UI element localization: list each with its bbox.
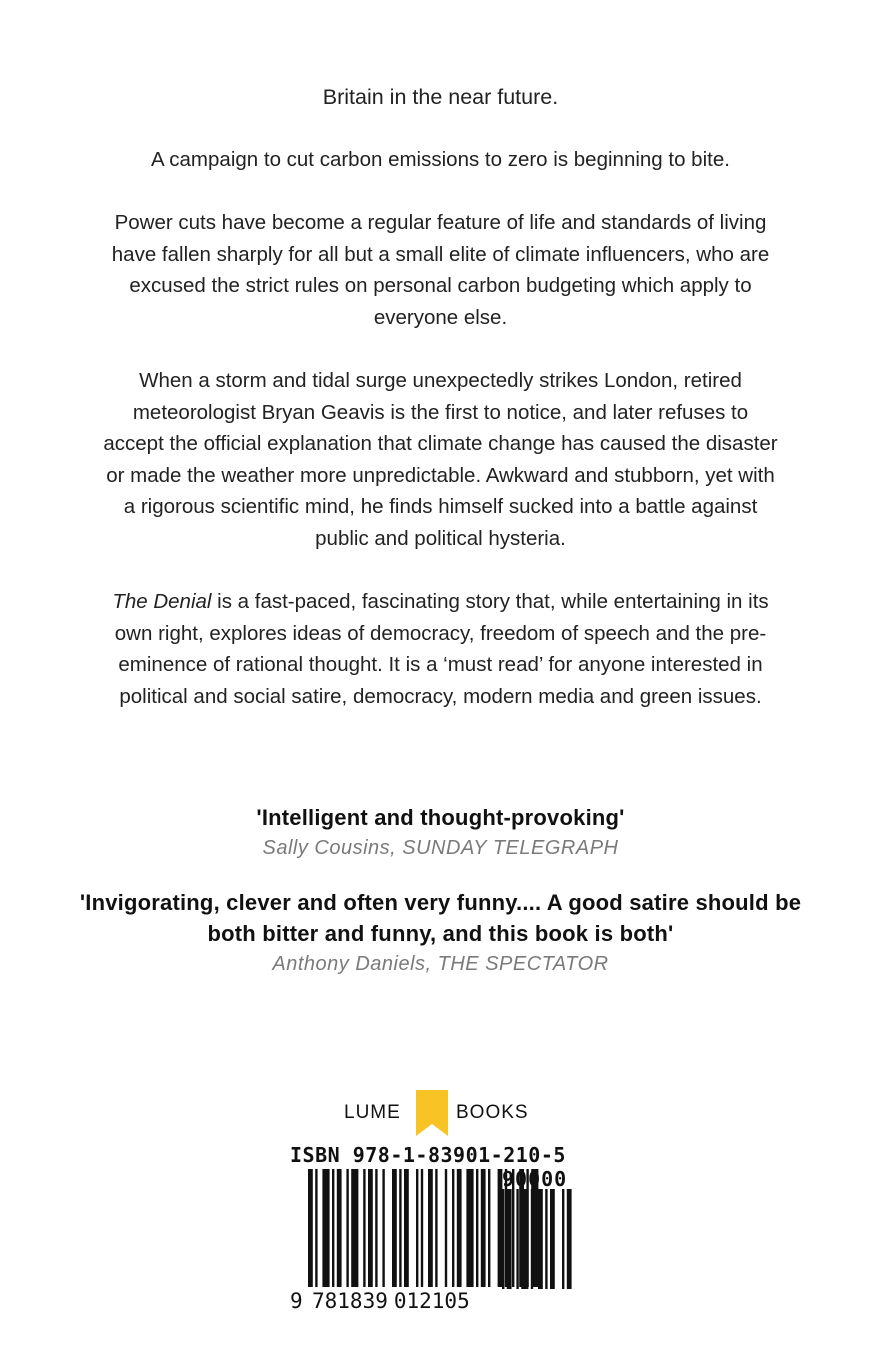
logo-word-lume: LUME <box>344 1102 401 1123</box>
ean-group-1: 781839 <box>312 1289 388 1313</box>
blurb-p5 <box>100 586 781 712</box>
addon-bar <box>507 1189 512 1289</box>
addon-bar <box>516 1189 518 1289</box>
bookmark-icon <box>416 1090 448 1136</box>
barcode-bar <box>452 1169 454 1287</box>
barcode-bar <box>332 1169 334 1287</box>
barcode-bar <box>421 1169 423 1287</box>
barcode-bar <box>368 1169 373 1287</box>
ean-first-digit: 9 <box>290 1289 303 1313</box>
barcode-bar <box>466 1169 473 1287</box>
ean-number <box>290 1289 470 1313</box>
barcode-bar <box>392 1169 397 1287</box>
barcode-bar <box>481 1169 486 1287</box>
addon-bar <box>545 1189 547 1289</box>
barcode-bar <box>404 1169 409 1287</box>
barcode-bar <box>399 1169 401 1287</box>
ean-group-2: 012105 <box>393 1289 470 1313</box>
barcode-bar <box>416 1169 418 1287</box>
review-2 <box>60 887 821 979</box>
barcode-bar <box>476 1169 478 1287</box>
publisher-logo <box>344 1090 534 1138</box>
blurb-p3: Power cuts have become a regular feature of life and standards of living have fallen sharply for all but a small elite of climate influencers, who are excused the strict rules on personal carbon budgeting which apply to everyone else. <box>111 211 770 329</box>
barcode-bar <box>428 1169 433 1287</box>
addon-bar <box>538 1189 543 1289</box>
blurb <box>100 82 781 744</box>
addon-bar <box>550 1189 555 1289</box>
blurb-p2: A campaign to cut carbon emissions to zero is beginning to bite. <box>151 147 730 171</box>
addon-bar <box>562 1189 564 1289</box>
barcode-bar <box>445 1169 447 1287</box>
barcode-bar <box>488 1169 490 1287</box>
barcode-bar <box>337 1169 342 1287</box>
barcode-bar <box>363 1169 365 1287</box>
blurb-p4: When a storm and tidal surge unexpectedly strikes London, retired meteorologist Bryan Geavis is the first to notice, and later refuses to accept the official explanation that climate change has caused the disaster or made the weather more unpredictable. Awkward and stubborn, yet with a rigorous scientific mind, he finds himself sucked into a battle against public and political hysteria. <box>103 369 778 550</box>
addon-bar <box>521 1189 528 1289</box>
blurb-p5-text: is a fast-paced, fascinating story that, while entertaining in its own right, explores ideas of democracy, freedom of speech and the pre-eminence of rational thought. It is a ‘must read’ for anyone interested in political and social satire, democracy, modern media and green issues. <box>114 590 769 708</box>
barcode-bar <box>322 1169 329 1287</box>
review-attribution: Anthony Daniels, THE SPECTATOR <box>272 953 609 975</box>
review-quote: 'Intelligent and thought-provoking' <box>256 805 625 830</box>
addon-bar <box>531 1189 533 1289</box>
barcode <box>290 1143 590 1315</box>
blurb-p1: Britain in the near future. <box>322 85 559 109</box>
barcode-bar <box>315 1169 317 1287</box>
review-1 <box>60 802 821 863</box>
barcode-bar <box>375 1169 377 1287</box>
book-title: The Denial <box>112 590 212 613</box>
isbn-label: ISBN 978-1-83901-210-5 <box>290 1143 566 1167</box>
review-quote: 'Invigorating, clever and often very funny.... A good satire should be both bitter and funny, and this book is both' <box>79 890 802 946</box>
barcode-bar <box>308 1169 313 1287</box>
barcode-bar <box>346 1169 348 1287</box>
reviews <box>60 802 821 979</box>
barcode-bar <box>457 1169 462 1287</box>
addon-bar <box>567 1189 572 1289</box>
barcode-bar <box>382 1169 384 1287</box>
logo-word-books: BOOKS <box>456 1102 529 1123</box>
price-code: 90000 <box>502 1167 568 1191</box>
barcode-bar <box>351 1169 358 1287</box>
barcode-bar <box>435 1169 437 1287</box>
review-attribution: Sally Cousins, SUNDAY TELEGRAPH <box>262 837 619 859</box>
addon-bar <box>502 1189 504 1289</box>
